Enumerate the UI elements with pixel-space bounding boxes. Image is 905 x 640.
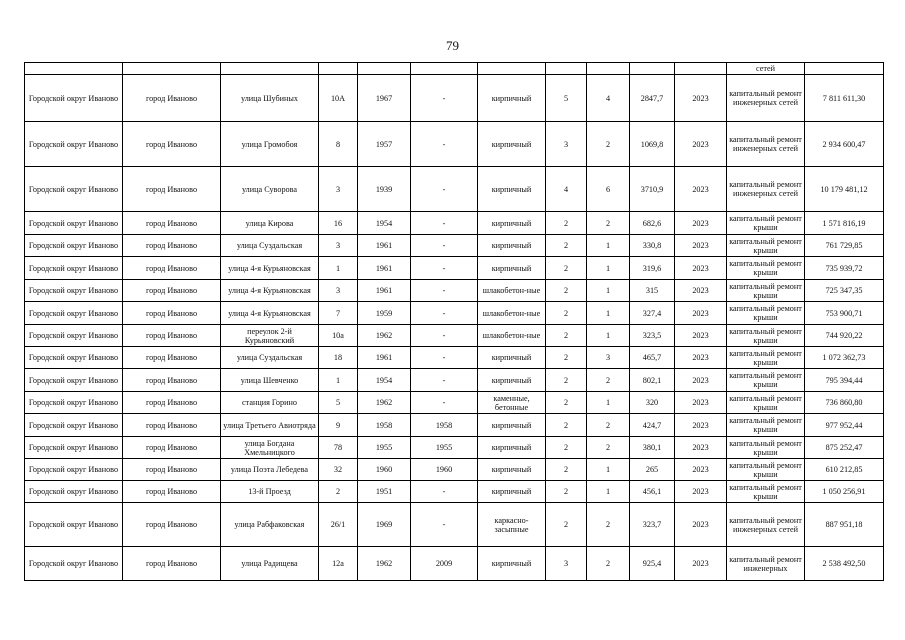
cell-locality: город Иваново [123, 459, 221, 481]
cell-municipality: Городской округ Иваново [25, 75, 123, 122]
cell-work-type: капитальный ремонт инженерных сетей [727, 167, 805, 212]
cell-entrances: 2 [587, 122, 630, 167]
cell-year-built: 1960 [358, 459, 411, 481]
cell-street: переулок 2-й Курьяновский [221, 325, 319, 347]
cell-street: улица Поэта Лебедева [221, 459, 319, 481]
cell-wall-material: кирпичный [478, 547, 546, 581]
cell-cost: 875 252,47 [805, 437, 884, 459]
cell-floors: 2 [546, 212, 587, 235]
cell-street: улица Богдана Хмельницкого [221, 437, 319, 459]
cell-municipality: Городской округ Иваново [25, 280, 123, 302]
cell-house-number: 8 [319, 122, 358, 167]
page-number: 79 [446, 38, 459, 53]
table-row [25, 459, 884, 481]
cell-street: улица 4-я Курьяновская [221, 257, 319, 280]
cell-floors: 2 [546, 257, 587, 280]
cell-floors: 2 [546, 459, 587, 481]
cell-year: 2023 [675, 437, 727, 459]
cell-locality: город Иваново [123, 280, 221, 302]
cell-area: 323,7 [630, 503, 675, 547]
table-row [25, 75, 884, 122]
cell-house-number: 26/1 [319, 503, 358, 547]
cell-year: 2023 [675, 347, 727, 369]
cell-house-number: 10а [319, 325, 358, 347]
cell-reconstruction-year: 2009 [411, 547, 478, 581]
cell-locality: город Иваново [123, 437, 221, 459]
cell-reconstruction-year: - [411, 212, 478, 235]
cell-house-number: 32 [319, 459, 358, 481]
cell-cost: 753 900,71 [805, 302, 884, 325]
cell-wall-material: кирпичный [478, 459, 546, 481]
cell-year: 2023 [675, 235, 727, 257]
cell-work-type: капитальный ремонт крыши [727, 459, 805, 481]
cell-street: 13-й Проезд [221, 481, 319, 503]
cell-wall-material: кирпичный [478, 257, 546, 280]
table-row [25, 257, 884, 280]
cell-work-type: капитальный ремонт крыши [727, 481, 805, 503]
cell-work-type: капитальный ремонт крыши [727, 257, 805, 280]
cell-cost: 761 729,85 [805, 235, 884, 257]
cell-year: 2023 [675, 257, 727, 280]
cell-year: 2023 [675, 167, 727, 212]
cell-year-built: 1959 [358, 302, 411, 325]
cell-wall-material: шлакобетон-ные [478, 325, 546, 347]
cell-entrances: 6 [587, 167, 630, 212]
cell-entrances: 1 [587, 280, 630, 302]
cell-entrances: 1 [587, 459, 630, 481]
cell-year-built: 1961 [358, 280, 411, 302]
cell-floors: 2 [546, 347, 587, 369]
table-row [25, 369, 884, 392]
cell-municipality: Городской округ Иваново [25, 369, 123, 392]
table-row-continuation [25, 63, 884, 75]
cell-area: 456,1 [630, 481, 675, 503]
cell-reconstruction-year: - [411, 235, 478, 257]
cell-locality: город Иваново [123, 369, 221, 392]
cell-year-built: 1955 [358, 437, 411, 459]
cell-area: 925,4 [630, 547, 675, 581]
cell-area: 802,1 [630, 369, 675, 392]
cell-street: улица Шубиных [221, 75, 319, 122]
cell-wall-material: каркасно-засыпные [478, 503, 546, 547]
cell-year-built: 1961 [358, 257, 411, 280]
cell-floors: 2 [546, 280, 587, 302]
cell-reconstruction-year: 1960 [411, 459, 478, 481]
cell-year-built: 1951 [358, 481, 411, 503]
cell-entrances: 1 [587, 235, 630, 257]
cell-municipality: Городской округ Иваново [25, 414, 123, 437]
table-row [25, 302, 884, 325]
cell-house-number: 10А [319, 75, 358, 122]
cell-wall-material: кирпичный [478, 235, 546, 257]
cell-reconstruction-year: - [411, 75, 478, 122]
cell-area: 320 [630, 392, 675, 414]
cell-area: 265 [630, 459, 675, 481]
cell-house-number: 18 [319, 347, 358, 369]
cell-year: 2023 [675, 414, 727, 437]
cell-reconstruction-year: - [411, 325, 478, 347]
cell-area: 682,6 [630, 212, 675, 235]
cell-locality: город Иваново [123, 167, 221, 212]
cell-work-type: капитальный ремонт крыши [727, 325, 805, 347]
cell-locality: город Иваново [123, 547, 221, 581]
cell-street: улица Радищева [221, 547, 319, 581]
cell-wall-material: кирпичный [478, 437, 546, 459]
cell-cost: 795 394,44 [805, 369, 884, 392]
cell-year-built: 1961 [358, 235, 411, 257]
cell-year-built: 1961 [358, 347, 411, 369]
cell-year: 2023 [675, 547, 727, 581]
table-row [25, 547, 884, 581]
cell-house-number: 3 [319, 235, 358, 257]
cell-municipality: Городской округ Иваново [25, 547, 123, 581]
table-row [25, 437, 884, 459]
cell-cost: 744 920,22 [805, 325, 884, 347]
table-row [25, 167, 884, 212]
table-row [25, 212, 884, 235]
cell-area: 424,7 [630, 414, 675, 437]
cell-municipality: Городской округ Иваново [25, 212, 123, 235]
cell-floors: 4 [546, 167, 587, 212]
cell-floors: 2 [546, 235, 587, 257]
cell-locality: город Иваново [123, 212, 221, 235]
cell-cost: 1 072 362,73 [805, 347, 884, 369]
cell-municipality: Городской округ Иваново [25, 122, 123, 167]
cell-reconstruction-year: - [411, 302, 478, 325]
cell-year: 2023 [675, 369, 727, 392]
cell-locality: город Иваново [123, 302, 221, 325]
cell-house-number: 2 [319, 481, 358, 503]
cell-municipality: Городской округ Иваново [25, 503, 123, 547]
table-row [25, 280, 884, 302]
cell-reconstruction-year: - [411, 503, 478, 547]
cell-work-type: капитальный ремонт инженерных сетей [727, 122, 805, 167]
cell-wall-material: кирпичный [478, 481, 546, 503]
table-row [25, 414, 884, 437]
cell-floors: 2 [546, 481, 587, 503]
cell-house-number: 7 [319, 302, 358, 325]
cell-cost: 10 179 481,12 [805, 167, 884, 212]
cell-locality: город Иваново [123, 392, 221, 414]
cell-area: 1069,8 [630, 122, 675, 167]
table-row [25, 392, 884, 414]
cell-cost: 610 212,85 [805, 459, 884, 481]
cell-entrances: 1 [587, 302, 630, 325]
cell-year: 2023 [675, 302, 727, 325]
cell-locality: город Иваново [123, 257, 221, 280]
cell-entrances: 1 [587, 325, 630, 347]
cell-locality: город Иваново [123, 235, 221, 257]
cell-cost: 2 934 600,47 [805, 122, 884, 167]
cell-work-type: капитальный ремонт инженерных [727, 547, 805, 581]
cell-house-number: 78 [319, 437, 358, 459]
cell-work-type: капитальный ремонт крыши [727, 302, 805, 325]
cell-wall-material: шлакобетон-ные [478, 280, 546, 302]
cell-work-type: капитальный ремонт крыши [727, 392, 805, 414]
cell-municipality: Городской округ Иваново [25, 437, 123, 459]
cell-year-built: 1954 [358, 212, 411, 235]
table-row [25, 503, 884, 547]
cell-street: станция Горино [221, 392, 319, 414]
cell-area: 465,7 [630, 347, 675, 369]
cell-year-built: 1957 [358, 122, 411, 167]
cell-year: 2023 [675, 325, 727, 347]
cell-cost: 736 860,80 [805, 392, 884, 414]
cell-work-type: капитальный ремонт инженерных сетей [727, 75, 805, 122]
cell-municipality: Городской округ Иваново [25, 257, 123, 280]
table-body [25, 63, 884, 581]
table-row [25, 325, 884, 347]
cell-entrances: 4 [587, 75, 630, 122]
cell-entrances: 1 [587, 481, 630, 503]
table-row [25, 481, 884, 503]
cell-work-type: капитальный ремонт крыши [727, 235, 805, 257]
cell-work-type: капитальный ремонт инженерных сетей [727, 503, 805, 547]
cell-entrances: 2 [587, 414, 630, 437]
cell-locality: город Иваново [123, 481, 221, 503]
cell-entrances: 1 [587, 257, 630, 280]
cell-reconstruction-year: - [411, 347, 478, 369]
cell-locality: город Иваново [123, 503, 221, 547]
cell-work-type: капитальный ремонт крыши [727, 212, 805, 235]
cell-municipality: Городской округ Иваново [25, 481, 123, 503]
cell-street: улица Громобоя [221, 122, 319, 167]
cell-area: 319,6 [630, 257, 675, 280]
cell-entrances: 2 [587, 212, 630, 235]
cell-locality: город Иваново [123, 325, 221, 347]
cell-wall-material: кирпичный [478, 414, 546, 437]
cell-reconstruction-year: - [411, 369, 478, 392]
cell-cost: 977 952,44 [805, 414, 884, 437]
cell-year-built: 1969 [358, 503, 411, 547]
cell-area: 315 [630, 280, 675, 302]
cell-entrances: 2 [587, 503, 630, 547]
cell-year: 2023 [675, 212, 727, 235]
cell-municipality: Городской округ Иваново [25, 302, 123, 325]
cell-area: 380,1 [630, 437, 675, 459]
cell-year: 2023 [675, 503, 727, 547]
cell-reconstruction-year: 1955 [411, 437, 478, 459]
cell-floors: 5 [546, 75, 587, 122]
cell-municipality: Городской округ Иваново [25, 325, 123, 347]
cell-reconstruction-year: - [411, 481, 478, 503]
cell-floors: 3 [546, 547, 587, 581]
cell-locality: город Иваново [123, 122, 221, 167]
table-row [25, 235, 884, 257]
cell-area: 327,4 [630, 302, 675, 325]
cell-year-built: 1962 [358, 392, 411, 414]
cell-entrances: 1 [587, 392, 630, 414]
cell-floors: 2 [546, 437, 587, 459]
cell-house-number: 9 [319, 414, 358, 437]
cell-street: улица Суворова [221, 167, 319, 212]
cell-work-type: капитальный ремонт крыши [727, 369, 805, 392]
cell-reconstruction-year: - [411, 280, 478, 302]
buildings-table [24, 62, 884, 581]
cell-work-type: сетей [727, 63, 805, 75]
cell-year-built: 1939 [358, 167, 411, 212]
cell-entrances: 2 [587, 547, 630, 581]
cell-municipality: Городской округ Иваново [25, 392, 123, 414]
cell-reconstruction-year: - [411, 257, 478, 280]
cell-year: 2023 [675, 280, 727, 302]
cell-street: улица Суздальская [221, 347, 319, 369]
cell-work-type: капитальный ремонт крыши [727, 347, 805, 369]
cell-reconstruction-year: - [411, 392, 478, 414]
cell-municipality: Городской округ Иваново [25, 235, 123, 257]
cell-locality: город Иваново [123, 75, 221, 122]
cell-area: 323,5 [630, 325, 675, 347]
cell-house-number: 3 [319, 167, 358, 212]
cell-wall-material: кирпичный [478, 347, 546, 369]
cell-entrances: 2 [587, 437, 630, 459]
cell-locality: город Иваново [123, 414, 221, 437]
cell-reconstruction-year: - [411, 167, 478, 212]
cell-reconstruction-year: 1958 [411, 414, 478, 437]
cell-year-built: 1954 [358, 369, 411, 392]
cell-street: улица 4-я Курьяновская [221, 280, 319, 302]
cell-wall-material: кирпичный [478, 122, 546, 167]
cell-cost: 725 347,35 [805, 280, 884, 302]
cell-locality: город Иваново [123, 347, 221, 369]
cell-municipality: Городской округ Иваново [25, 167, 123, 212]
cell-year-built: 1962 [358, 547, 411, 581]
cell-house-number: 16 [319, 212, 358, 235]
cell-floors: 2 [546, 325, 587, 347]
cell-cost: 735 939,72 [805, 257, 884, 280]
cell-cost: 1 571 816,19 [805, 212, 884, 235]
cell-year-built: 1962 [358, 325, 411, 347]
table-row [25, 122, 884, 167]
cell-year-built: 1967 [358, 75, 411, 122]
cell-house-number: 1 [319, 257, 358, 280]
cell-floors: 2 [546, 369, 587, 392]
cell-wall-material: кирпичный [478, 369, 546, 392]
cell-house-number: 12а [319, 547, 358, 581]
cell-street: улица Суздальская [221, 235, 319, 257]
cell-year: 2023 [675, 481, 727, 503]
cell-area: 3710,9 [630, 167, 675, 212]
cell-year: 2023 [675, 392, 727, 414]
cell-area: 330,8 [630, 235, 675, 257]
cell-wall-material: кирпичный [478, 167, 546, 212]
cell-floors: 2 [546, 414, 587, 437]
cell-street: улица Шевченко [221, 369, 319, 392]
cell-entrances: 3 [587, 347, 630, 369]
cell-cost: 2 538 492,50 [805, 547, 884, 581]
cell-wall-material: каменные, бетонные [478, 392, 546, 414]
cell-year: 2023 [675, 75, 727, 122]
cell-year: 2023 [675, 122, 727, 167]
cell-house-number: 1 [319, 369, 358, 392]
cell-cost: 887 951,18 [805, 503, 884, 547]
cell-wall-material: кирпичный [478, 212, 546, 235]
cell-year-built: 1958 [358, 414, 411, 437]
cell-cost: 7 811 611,30 [805, 75, 884, 122]
cell-cost: 1 050 256,91 [805, 481, 884, 503]
cell-work-type: капитальный ремонт крыши [727, 414, 805, 437]
cell-street: улица Третьего Авиотряда [221, 414, 319, 437]
cell-house-number: 5 [319, 392, 358, 414]
cell-municipality: Городской округ Иваново [25, 347, 123, 369]
cell-street: улица 4-я Курьяновская [221, 302, 319, 325]
cell-wall-material: шлакобетон-ные [478, 302, 546, 325]
cell-work-type: капитальный ремонт крыши [727, 437, 805, 459]
table-row [25, 347, 884, 369]
cell-wall-material: кирпичный [478, 75, 546, 122]
cell-floors: 3 [546, 122, 587, 167]
cell-area: 2847,7 [630, 75, 675, 122]
cell-street: улица Рабфаковская [221, 503, 319, 547]
cell-floors: 2 [546, 392, 587, 414]
cell-reconstruction-year: - [411, 122, 478, 167]
cell-year: 2023 [675, 459, 727, 481]
cell-floors: 2 [546, 503, 587, 547]
cell-entrances: 2 [587, 369, 630, 392]
cell-house-number: 3 [319, 280, 358, 302]
cell-municipality: Городской округ Иваново [25, 459, 123, 481]
cell-street: улица Кирова [221, 212, 319, 235]
cell-work-type: капитальный ремонт крыши [727, 280, 805, 302]
cell-floors: 2 [546, 302, 587, 325]
